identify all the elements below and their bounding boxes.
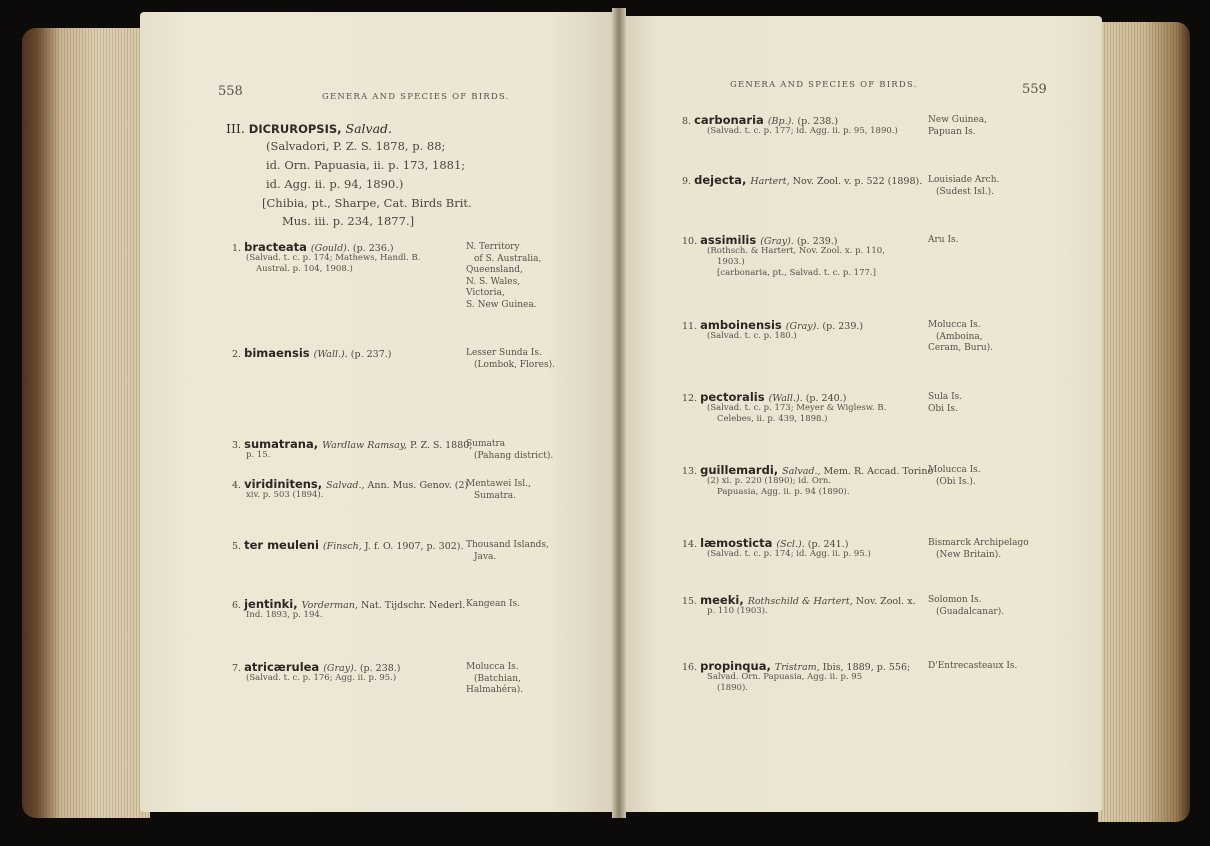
distribution-line: Ceram, Buru). (928, 343, 994, 353)
species-entry-head (682, 173, 922, 187)
species-number: 3. (232, 440, 245, 451)
genus-name: DICRUROPSIS, (248, 122, 342, 136)
book-edge-left (22, 28, 150, 818)
distribution-line: Queensland, (466, 265, 523, 275)
species-citation-line: p. 15. (246, 450, 271, 460)
species-author: Hartert, (750, 176, 793, 187)
species-name: viridinitens, (244, 477, 327, 491)
species-author: Tristram, (774, 662, 823, 673)
species-distribution (466, 439, 553, 462)
species-entry-head (682, 113, 838, 127)
distribution-line: Mentawei Isl., (466, 479, 531, 489)
species-distribution (928, 320, 993, 355)
species-name: ter meuleni (244, 538, 323, 552)
species-entry-head (682, 659, 910, 673)
species-reference: (p. 238.) (797, 116, 839, 127)
species-reference: Mem. R. Accad. Torino (823, 466, 934, 477)
species-name: dejecta, (694, 173, 751, 187)
species-number: 16. (682, 662, 701, 673)
species-author: (Gray). (785, 321, 823, 332)
species-author: (Finsch, (322, 541, 365, 552)
species-citation-line: p. 110 (1903). (707, 606, 768, 616)
species-author: Salvad., (782, 466, 824, 477)
distribution-line: (Batchian, (474, 673, 521, 684)
species-reference: Nov. Zool. v. p. 522 (1898). (792, 176, 923, 187)
species-name: amboinensis (700, 318, 786, 332)
species-distribution (466, 540, 549, 563)
species-distribution (466, 242, 541, 311)
species-reference: P. Z. S. 1880, (409, 440, 473, 451)
species-number: 1. (232, 243, 245, 254)
species-number: 11. (682, 321, 701, 332)
distribution-line: Java. (474, 551, 497, 562)
distribution-line: Sumatra. (474, 490, 517, 501)
distribution-line: (Guadalcanar). (936, 606, 1005, 617)
genus-line: Mus. iii. p. 234, 1877.] (282, 214, 415, 228)
species-citation-line: xiv. p. 503 (1894). (246, 490, 324, 500)
species-distribution (928, 235, 959, 247)
species-reference: J. f. O. 1907, p. 302). (364, 541, 464, 552)
species-name: bimaensis (244, 346, 314, 360)
distribution-line: S. New Guinea. (466, 299, 537, 310)
species-number: 2. (232, 349, 245, 360)
species-number: 10. (682, 236, 701, 247)
species-citation-line: [carbonaria, pt., Salvad. t. c. p. 177.] (717, 268, 876, 278)
species-citation-line: (Salvad. t. c. p. 174; Mathews, Handl. B. (246, 253, 421, 263)
distribution-line: Molucca Is. (466, 662, 519, 672)
page-number-right: 559 (1022, 82, 1047, 97)
species-distribution (928, 175, 999, 198)
running-head-left: GENERA AND SPECIES OF BIRDS. (322, 92, 510, 102)
page-number-left: 558 (218, 84, 243, 99)
species-name: carbonaria (694, 113, 768, 127)
species-distribution (466, 479, 531, 502)
distribution-line: Halmahéra). (466, 685, 524, 695)
distribution-line: Sumatra (466, 439, 506, 449)
species-entry-head (232, 346, 391, 360)
species-reference: Nat. Tijdschr. Nederl. (360, 600, 466, 611)
distribution-line: Aru Is. (928, 235, 959, 245)
species-name: pectoralis (700, 390, 769, 404)
species-citation-line: (Rothsch. & Hartert, Nov. Zool. x. p. 110, (707, 246, 885, 256)
species-distribution (928, 595, 1004, 618)
distribution-line: Obi Is. (928, 403, 958, 414)
species-entry-head (232, 660, 401, 674)
distribution-line: Victoria, (466, 288, 505, 298)
species-name: meeki, (700, 593, 748, 607)
book-edge-right (1098, 22, 1190, 822)
species-citation-line: Papuasia, Agg. ii. p. 94 (1890). (717, 487, 850, 497)
species-distribution (466, 348, 555, 371)
species-author: (Gray). (323, 663, 360, 674)
species-number: 5. (232, 541, 245, 552)
species-name: guillemardi, (700, 463, 783, 477)
distribution-line: Louisiade Arch. (928, 175, 1000, 185)
species-citation-line: Ind. 1893, p. 194. (246, 610, 323, 620)
distribution-line: N. Territory (466, 242, 520, 252)
species-author: (Wall.). (768, 393, 806, 404)
distribution-line: Sula Is. (928, 392, 963, 402)
species-distribution (928, 392, 962, 415)
species-entry-head (232, 437, 472, 451)
species-citation-line: (Salvad. t. c. p. 180.) (707, 331, 797, 341)
species-distribution (466, 662, 523, 697)
genus-line: (Salvadori, P. Z. S. 1878, p. 88; (266, 139, 446, 153)
species-author: Wardlaw Ramsay, (322, 440, 410, 451)
species-number: 4. (232, 480, 245, 491)
species-number: 8. (682, 116, 695, 127)
species-name: bracteata (244, 240, 311, 254)
book-gutter (612, 8, 626, 818)
distribution-line: Lesser Sunda Is. (466, 348, 542, 358)
distribution-line: Molucca Is. (928, 320, 981, 330)
species-author: (Bp.). (767, 116, 798, 127)
species-reference: Nov. Zool. x. (855, 596, 916, 607)
species-reference: (p. 239.) (822, 321, 864, 332)
species-reference: (p. 241.) (807, 539, 849, 550)
species-number: 13. (682, 466, 701, 477)
distribution-line: (New Britain). (936, 549, 1002, 560)
distribution-line: New Guinea, (928, 115, 987, 125)
distribution-line: (Pahang district). (474, 450, 554, 461)
species-reference: (p. 236.) (352, 243, 394, 254)
running-head-right: GENERA AND SPECIES OF BIRDS. (730, 80, 918, 90)
species-distribution (466, 599, 520, 611)
species-reference: Ibis, 1889, p. 556; (822, 662, 911, 673)
species-entry-head (682, 390, 846, 404)
species-reference: (p. 240.) (805, 393, 847, 404)
species-name: propinqua, (700, 659, 775, 673)
species-reference: (p. 237.) (350, 349, 392, 360)
species-number: 12. (682, 393, 701, 404)
species-citation-line: 1903.) (717, 257, 745, 267)
species-number: 14. (682, 539, 701, 550)
species-author: Salvad., (326, 480, 368, 491)
species-entry-head (682, 593, 916, 607)
species-distribution (928, 661, 1017, 673)
species-name: assimilis (700, 233, 761, 247)
species-number: 7. (232, 663, 245, 674)
species-entry-head (232, 538, 464, 552)
genus-heading (226, 121, 392, 136)
species-citation-line: (1890). (717, 683, 748, 693)
genus-author: Salvad. (345, 121, 393, 136)
distribution-line: (Lombok, Flores). (474, 359, 555, 370)
distribution-line: Papuan Is. (928, 126, 976, 137)
species-name: sumatrana, (244, 437, 323, 451)
species-author: (Wall.). (313, 349, 351, 360)
species-author: (Scl.). (776, 539, 808, 550)
species-distribution (928, 465, 981, 488)
species-entry-head (232, 597, 465, 611)
distribution-line: D'Entrecasteaux Is. (928, 661, 1018, 671)
distribution-line: Molucca Is. (928, 465, 981, 475)
species-reference: (p. 239.) (796, 236, 838, 247)
species-citation-line: (2) xi. p. 220 (1890); id. Orn. (707, 476, 832, 486)
species-entry-head (682, 318, 863, 332)
species-citation-line: (Salvad. t. c. p. 177; id. Agg. ii. p. 95, 1890.) (707, 126, 898, 136)
species-entry-head (682, 233, 838, 247)
genus-line: id. Agg. ii. p. 94, 1890.) (266, 177, 404, 191)
species-author: (Gould). (310, 243, 353, 254)
species-number: 9. (682, 176, 695, 187)
species-reference: Ann. Mus. Genov. (2) (367, 480, 469, 491)
species-distribution (928, 538, 1029, 561)
species-citation-line: (Salvad. t. c. p. 176; Agg. ii. p. 95.) (246, 673, 397, 683)
species-entry-head (232, 240, 394, 254)
species-entry-head (232, 477, 468, 491)
species-name: atricærulea (244, 660, 324, 674)
distribution-line: Thousand Islands, (466, 540, 549, 550)
genus-line: [Chibia, pt., Sharpe, Cat. Birds Brit. (262, 196, 472, 210)
distribution-line: Kangean Is. (466, 599, 521, 609)
species-number: 15. (682, 596, 701, 607)
distribution-line: (Amboina, (936, 331, 983, 342)
distribution-line: N. S. Wales, (466, 276, 521, 287)
genus-number: III. (226, 121, 245, 136)
species-author: (Gray). (760, 236, 797, 247)
species-citation-line: Austral. p. 104, 1908.) (256, 264, 353, 274)
species-citation-line: (Salvad. t. c. p. 174; id. Agg. ii. p. 95.) (707, 549, 871, 559)
species-name: jentinki, (244, 597, 302, 611)
distribution-line: Solomon Is. (928, 595, 982, 605)
species-name: læmosticta (700, 536, 777, 550)
genus-line: id. Orn. Papuasia, ii. p. 173, 1881; (266, 158, 466, 172)
species-citation-line: (Salvad. t. c. p. 173; Meyer & Wiglesw. B. (707, 403, 887, 413)
species-author: Rothschild & Hartert, (747, 596, 856, 607)
distribution-line: (Obi Is.). (936, 476, 976, 487)
species-reference: (p. 238.) (359, 663, 401, 674)
species-entry-head (682, 536, 848, 550)
species-number: 6. (232, 600, 245, 611)
distribution-line: Bismarck Archipelago (928, 538, 1029, 548)
species-citation-line: Salvad. Orn. Papuasia, Agg. ii. p. 95 (707, 672, 863, 682)
species-author: Vorderman, (301, 600, 361, 611)
distribution-line: (Sudest Isl.). (936, 186, 994, 197)
species-distribution (928, 115, 987, 138)
species-citation-line: Celebes, ii. p. 439, 1898.) (717, 414, 828, 424)
distribution-line: of S. Australia, (474, 253, 542, 264)
species-entry-head (682, 463, 933, 477)
